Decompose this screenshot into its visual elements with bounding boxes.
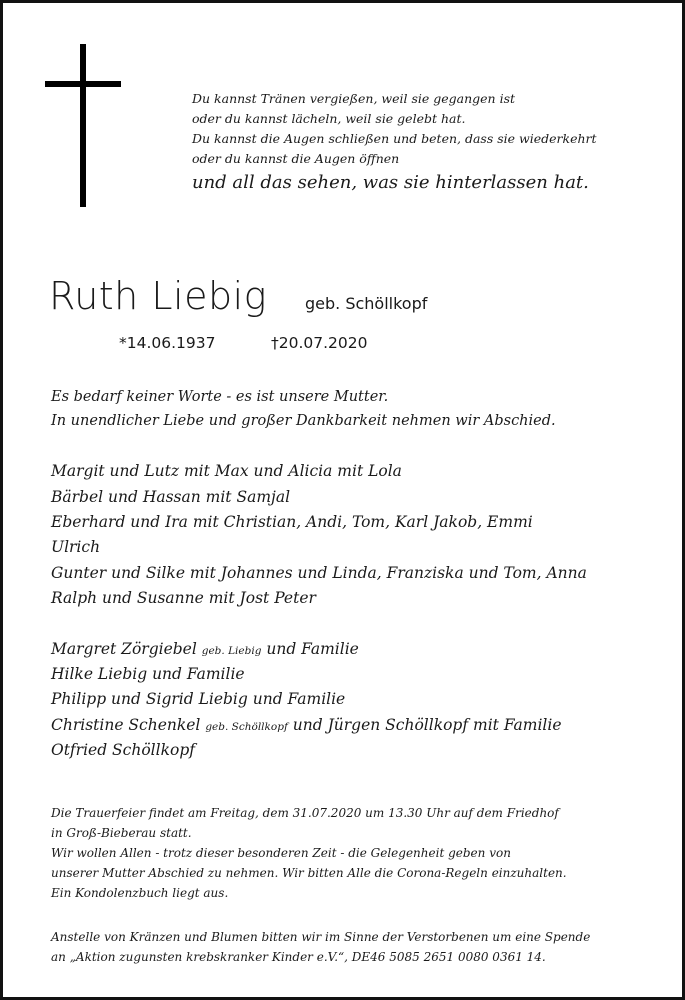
- poem-line: Du kannst Tränen vergießen, weil sie gegangen ist: [192, 91, 516, 106]
- poem-final-line: und all das sehen, was sie hinterlassen hat.: [192, 172, 589, 193]
- relative-line: [51, 690, 345, 708]
- death-date: †20.07.2020: [271, 334, 368, 352]
- family-line: Bärbel und Hassan mit Samjal: [51, 488, 291, 506]
- relative-line: [51, 665, 245, 683]
- relative-name: Otfried Schöllkopf: [51, 741, 195, 759]
- relative-line: [51, 741, 195, 759]
- maiden-name: geb. Schöllkopf: [305, 294, 428, 313]
- cross-vertical-bar: [80, 44, 86, 207]
- donation-line: an „Aktion zugunsten krebskranker Kinder e.V.“, DE46 5085 2651 0080 0361 14.: [51, 950, 546, 964]
- relative-name: Christine Schenkel: [51, 716, 206, 734]
- poem-line: oder du kannst die Augen öffnen: [192, 151, 400, 166]
- relative-line: [51, 716, 562, 734]
- donation-line: Anstelle von Kränzen und Blumen bitten wir im Sinne der Verstorbenen um eine Spende: [51, 930, 591, 944]
- relative-name: Margret Zörgiebel: [51, 640, 202, 658]
- relative-maiden-name: geb. Schöllkopf: [205, 721, 288, 733]
- ceremony-line: Wir wollen Allen - trotz dieser besonderen Zeit - die Gelegenheit geben von: [51, 846, 511, 860]
- birth-date: *14.06.1937: [119, 334, 216, 352]
- intro-line: Es bedarf keiner Worte - es ist unsere Mutter.: [51, 389, 389, 405]
- family-line: Margit und Lutz mit Max und Alicia mit Lola: [51, 462, 402, 480]
- relative-suffix: und Familie: [261, 640, 359, 658]
- ceremony-line: in Groß-Bieberau statt.: [51, 826, 192, 840]
- relative-name: Philipp und Sigrid Liebig und Familie: [51, 690, 346, 708]
- deceased-name: Ruth Liebig: [49, 274, 267, 318]
- family-line: Ralph und Susanne mit Jost Peter: [51, 589, 316, 607]
- ceremony-line: Die Trauerfeier findet am Freitag, dem 31.07.2020 um 13.30 Uhr auf dem Friedhof: [51, 806, 559, 820]
- intro-line: In unendlicher Liebe und großer Dankbarkeit nehmen wir Abschied.: [51, 413, 556, 429]
- cross-horizontal-bar: [45, 81, 121, 87]
- family-line: Gunter und Silke mit Johannes und Linda, Franziska und Tom, Anna: [51, 564, 587, 582]
- family-line: Ulrich: [51, 538, 101, 556]
- family-line: Eberhard und Ira mit Christian, Andi, Tom, Karl Jakob, Emmi: [51, 513, 533, 531]
- poem-line: oder du kannst lächeln, weil sie gelebt hat.: [192, 111, 466, 126]
- relative-maiden-name: geb. Liebig: [201, 645, 262, 657]
- relative-suffix: und Jürgen Schöllkopf mit Familie: [287, 716, 562, 734]
- ceremony-line: unserer Mutter Abschied zu nehmen. Wir bitten Alle die Corona-Regeln einzuhalten.: [51, 866, 567, 880]
- relative-name: Hilke Liebig und Familie: [51, 665, 245, 683]
- relative-line: [51, 640, 359, 658]
- poem-line: Du kannst die Augen schließen und beten, dass sie wiederkehrt: [192, 131, 597, 146]
- ceremony-line: Ein Kondolenzbuch liegt aus.: [51, 886, 229, 900]
